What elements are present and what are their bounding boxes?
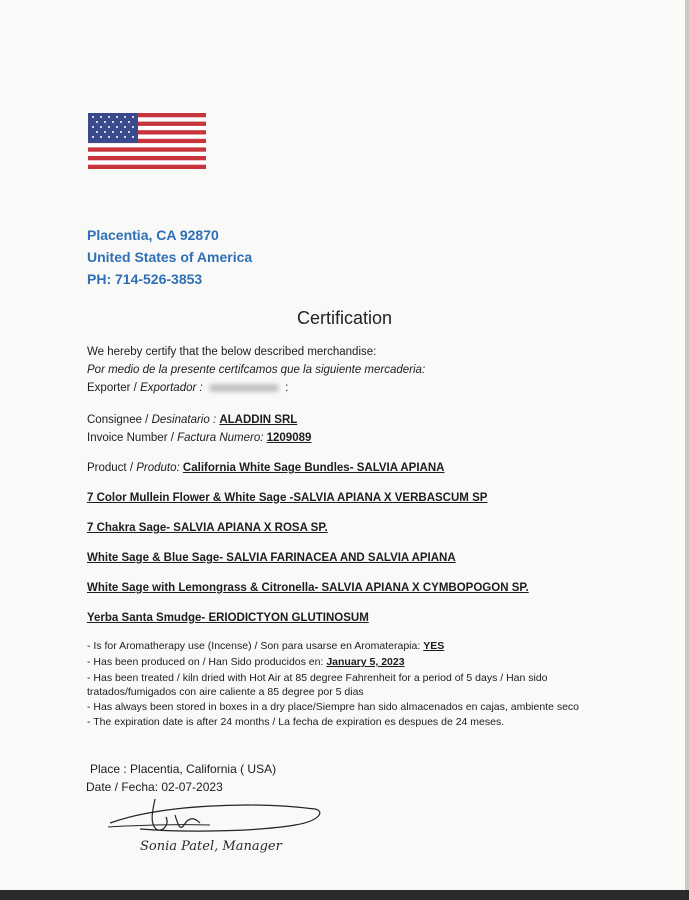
consignee-line bbox=[87, 414, 297, 426]
redacted-name bbox=[209, 384, 279, 392]
invoice-value: 1209089 bbox=[266, 432, 312, 444]
product-item: 7 Chakra Sage- SALVIA APIANA X ROSA SP. bbox=[87, 522, 328, 534]
product-label-es: Produto: bbox=[136, 462, 180, 474]
invoice-label-es: Factura Numero: bbox=[177, 432, 264, 444]
statement-treated-1: - Has been treated / kiln dried with Hot Air at 85 degree Fahrenheit for a period of 5 days / Han sido bbox=[87, 672, 548, 684]
invoice-line bbox=[87, 432, 311, 444]
scan-border bbox=[0, 890, 689, 900]
invoice-label: Invoice Number / bbox=[87, 432, 174, 444]
signature-icon bbox=[100, 795, 330, 857]
signature-name: Sonia Patel, Manager bbox=[140, 839, 282, 854]
statement-aromatherapy bbox=[87, 640, 444, 652]
statement-text: - Has been produced on / Han Sido producidos en: bbox=[87, 656, 324, 668]
intro-english: We hereby certify that the below described merchandise: bbox=[87, 346, 377, 358]
exporter-suffix: : bbox=[285, 382, 289, 394]
us-flag-icon bbox=[88, 113, 206, 169]
product-item: White Sage & Blue Sage- SALVIA FARINACEA AND SALVIA APIANA bbox=[87, 552, 456, 564]
consignee-value: ALADDIN SRL bbox=[219, 414, 298, 426]
product-name: Yerba Santa Smudge- bbox=[87, 612, 206, 624]
page-edge bbox=[685, 0, 689, 890]
product-value: California White Sage Bundles- SALVIA APIANA bbox=[182, 462, 445, 474]
exporter-line bbox=[87, 382, 288, 394]
intro-spanish: Por medio de la presente certifcamos que la siguiente mercaderia: bbox=[87, 364, 426, 376]
statement-expiration: - The expiration date is after 24 months / La fecha de expiration es despues de 24 meses. bbox=[87, 716, 505, 728]
document-title: Certification bbox=[296, 308, 393, 328]
statement-produced bbox=[87, 656, 405, 668]
consignee-label: Consignee / bbox=[87, 414, 149, 426]
consignee-label-es: Desinatario : bbox=[151, 414, 217, 426]
exporter-label-es: Exportador : bbox=[140, 382, 203, 394]
address-line-city: Placentia, CA 92870 bbox=[87, 227, 219, 243]
product-line bbox=[87, 462, 444, 474]
product-label: Product / bbox=[87, 462, 134, 474]
statement-text: - Is for Aromatherapy use (Incense) / Son para usarse en Aromaterapia: bbox=[87, 640, 421, 652]
phone-number: PH: 714-526-3853 bbox=[87, 271, 203, 287]
product-item: 7 Color Mullein Flower & White Sage -SALVIA APIANA X VERBASCUM SP bbox=[87, 492, 488, 504]
exporter-label: Exporter / bbox=[87, 382, 137, 394]
statement-treated-2: tratados/fumigados con aire caliente a 85 degree por 5 dias bbox=[87, 686, 364, 698]
place-line: Place : Placentia, California ( USA) bbox=[90, 762, 277, 776]
statement-value: January 5, 2023 bbox=[326, 656, 405, 668]
product-item-yerba-santa bbox=[87, 612, 369, 624]
product-latin: ERIODICTYON GLUTINOSUM bbox=[208, 612, 369, 624]
product-item: White Sage with Lemongrass & Citronella- SALVIA APIANA X CYMBOPOGON SP. bbox=[87, 582, 529, 594]
date-line: Date / Fecha: 02-07-2023 bbox=[86, 780, 223, 794]
address-line-country: United States of America bbox=[87, 249, 253, 265]
statement-value: YES bbox=[423, 640, 445, 652]
statement-stored: - Has always been stored in boxes in a dry place/Siempre han sido almacenados en cajas, ambiente seco bbox=[87, 701, 580, 713]
